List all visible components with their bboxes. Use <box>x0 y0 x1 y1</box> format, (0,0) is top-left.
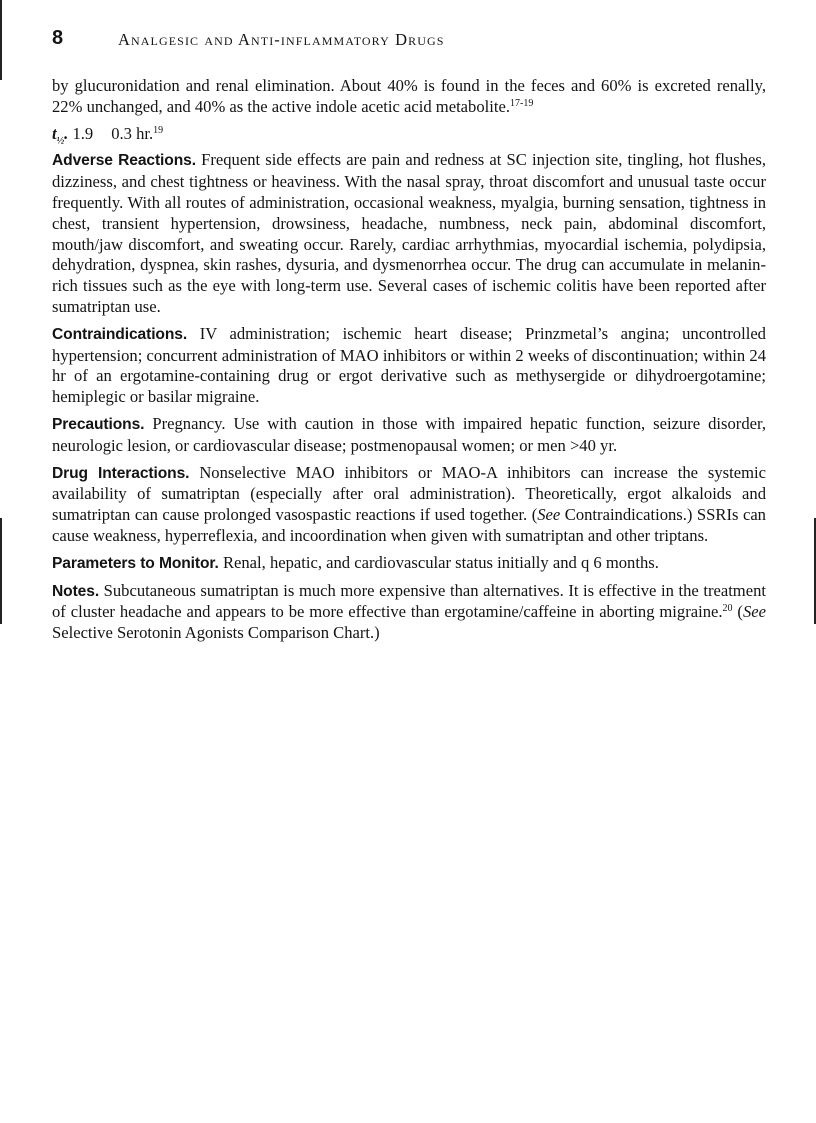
adverse-reactions-heading: Adverse Reactions. <box>52 152 196 170</box>
notes-section <box>52 581 766 644</box>
contraindications-heading: Contraindications. <box>52 325 188 343</box>
intro-reference: 17-19 <box>510 97 534 109</box>
drug-interactions-heading: Drug Interactions. <box>52 464 190 482</box>
book-page <box>52 26 766 650</box>
adverse-reactions-text: Frequent side effects are pain and redness at SC injection site, tingling, hot flushes, dizziness, and chest tightness or heaviness. With the nasal spray, throat discomfort and unusual taste occur frequently. With all routes of administration, occasional weakness, myalgia, burning sensation, tightness in chest, transient hypertension, drowsiness, headache, numbness, neck pain, abdominal discomfort, mouth/jaw discomfort, and sweating occur. Rarely, cardiac arrhythmias, myocardial ischemia, polydipsia, dehydration, dyspnea, skin rashes, dysuria, and dysmenorrhea occur. The drug can accumulate in melanin-rich tissues such as the eye with long-term use. Several cases of ischemic colitis have been reported after sumatriptan use. <box>52 150 767 316</box>
notes-reference: 20 <box>722 603 733 615</box>
parameters-section <box>52 553 766 575</box>
notes-see: See <box>742 602 766 622</box>
adverse-reactions-section <box>52 150 766 317</box>
drug-interactions-text-1: Nonselective MAO inhibitors or MAO-A inhibitors can increase the systemic availability of sumatriptan (especially after oral administration). Theoretically, ergot alkaloids and sumatriptan can cause prolonged vasospastic reactions if used together. ( <box>52 462 766 525</box>
running-head: Analgesic and Anti-inflammatory Drugs <box>118 30 445 49</box>
notes-heading: Notes. <box>52 582 100 600</box>
half-life-label: $t_{\frac{1}{2}}$. <box>52 123 69 146</box>
scan-edge-mark-left-middle <box>0 518 2 624</box>
precautions-text: Pregnancy. Use with caution in those with impaired hepatic function, seizure disorder, neurologic lesion, or cardiovascular disease; postmenopausal women; or men >40 yr. <box>52 413 766 455</box>
half-life-value-1: 1.9 <box>72 123 94 143</box>
half-life-reference: 19 <box>153 124 164 136</box>
notes-text-2: ( <box>732 602 743 622</box>
intro-text: by glucuronidation and renal elimination. About 40% is found in the feces and 60% is excreted renally, 22% unchanged, and 40% as the active indole acetic acid metabolite. <box>52 76 766 116</box>
contraindications-text: IV administration; ischemic heart disease; Prinzmetal’s angina; uncontrolled hypertension; concurrent administration of MAO inhibitors or within 2 weeks of discontinuation; within 24 hr of an ergotamine-containing drug or ergot derivative such as methysergide or dihydroergotamine; hemiplegic or basilar migraine. <box>52 323 766 407</box>
half-life-paragraph <box>52 124 766 145</box>
parameters-text: Renal, hepatic, and cardiovascular status initially and q 6 months. <box>222 552 659 572</box>
page-header <box>52 26 766 50</box>
parameters-heading: Parameters to Monitor. <box>52 554 219 572</box>
contraindications-section <box>52 324 766 408</box>
half-life-subscript: ½ <box>56 134 65 146</box>
drug-interactions-text-2: Contraindications.) SSRIs can cause weakness, hyperreflexia, and incoordination when given with sumatriptan and other triptans. <box>52 505 766 545</box>
notes-text-1: Subcutaneous sumatriptan is much more expensive than alternatives. It is effective in the treatment of cluster headache and appears to be more effective than ergotamine/caffeine in aborting migraine. <box>52 580 766 622</box>
notes-text-3: Selective Serotonin Agonists Comparison Chart.) <box>52 623 380 643</box>
half-life-value-2: 0.3 hr. <box>111 123 154 143</box>
precautions-heading: Precautions. <box>52 415 145 433</box>
drug-interactions-section <box>52 463 766 547</box>
precautions-section <box>52 414 766 457</box>
page-number: 8 <box>52 27 64 49</box>
drug-interactions-see: See <box>537 505 561 525</box>
scan-edge-mark-left-top <box>0 0 2 80</box>
intro-paragraph <box>52 76 766 118</box>
